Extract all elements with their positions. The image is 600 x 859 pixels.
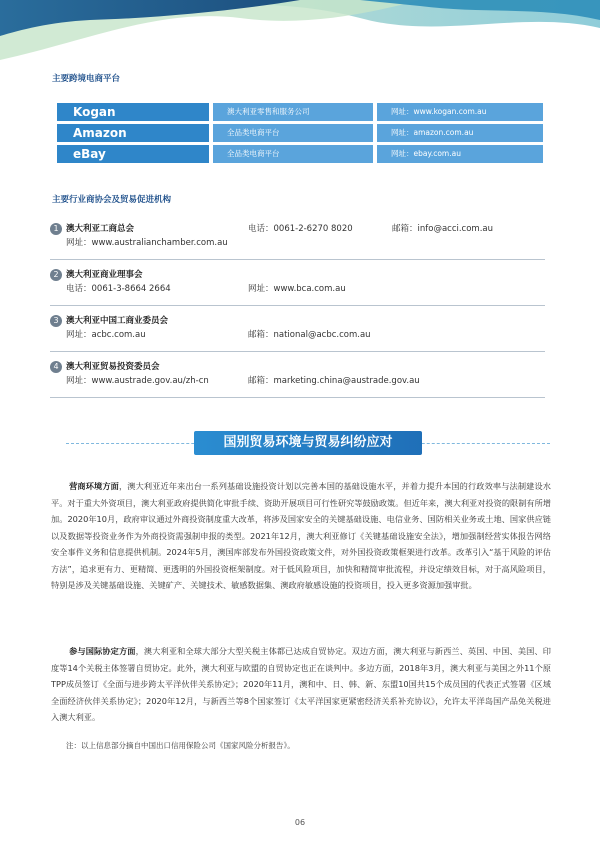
platform-url[interactable]: 网址：www.kogan.com.au (377, 103, 543, 121)
platform-desc: 全品类电商平台 (213, 145, 373, 163)
association-email[interactable]: 邮箱：national@acbc.com.au (248, 330, 371, 340)
platform-row (57, 124, 543, 142)
association-list (50, 222, 545, 398)
association-item (50, 268, 545, 306)
paragraph-text: ，澳大利亚和全球大部分大型关税主体都已达成自贸协定。双边方面，澳大利亚与新西兰、英国、中国、美国、印度等14个关税主体签署自贸协定。此外，澳大利亚与欧盟的自贸协定也正在谈判中。多边方面，2018年3月，澳大利亚与美国之外11个原TPP成员签订《全面与进步跨太平洋伙伴关系协定》；2020年11月，澳和中、日、韩、新、东盟10国共15个成员国的代表正式签署《区域全面经济伙伴关系协定》；2020年12月，与新西兰等8个国家签订《太平洋国家更紧密经济关系补充协议》，允许太平洋岛国产品免关税进入澳大利亚。 (51, 646, 551, 722)
top-wave-decoration (0, 0, 600, 80)
number-badge: 1 (50, 223, 62, 235)
platform-url[interactable]: 网址：ebay.com.au (377, 145, 543, 163)
section-banner (66, 431, 550, 455)
page-number: 06 (294, 818, 306, 827)
platform-table (57, 103, 543, 166)
association-phone: 电话：0061-2-6270 8020 (248, 224, 353, 234)
section-title-associations: 主要行业商协会及贸易促进机构 (52, 193, 171, 205)
platform-url[interactable]: 网址：amazon.com.au (377, 124, 543, 142)
platform-row (57, 103, 543, 121)
section-title-platforms: 主要跨境电商平台 (52, 72, 120, 84)
platform-name: Kogan (57, 103, 209, 121)
platform-name: Amazon (57, 124, 209, 142)
banner-title: 国别贸易环境与贸易纠纷应对 (194, 431, 422, 455)
platform-name: eBay (57, 145, 209, 163)
association-email[interactable]: 邮箱：info@acci.com.au (392, 224, 494, 234)
number-badge: 4 (50, 361, 62, 373)
association-email[interactable]: 邮箱：marketing.china@austrade.gov.au (248, 376, 420, 386)
number-badge: 3 (50, 315, 62, 327)
association-name: 澳大利亚商业理事会 (66, 270, 143, 280)
association-site[interactable]: 网址：www.bca.com.au (248, 284, 346, 294)
association-name: 澳大利亚贸易投资委员会 (66, 362, 160, 372)
association-site[interactable]: 网址：www.australianchamber.com.au (66, 238, 228, 248)
paragraph-lead: 营商环境方面 (69, 481, 119, 491)
platform-desc: 全品类电商平台 (213, 124, 373, 142)
association-name: 澳大利亚中国工商业委员会 (66, 316, 169, 326)
association-name: 澳大利亚工商总会 (66, 224, 135, 234)
platform-row (57, 145, 543, 163)
number-badge: 2 (50, 269, 62, 281)
paragraph-lead: 参与国际协定方面 (69, 646, 136, 656)
association-site[interactable]: 网址：www.austrade.gov.au/zh-cn (66, 376, 209, 386)
association-item (50, 360, 545, 398)
footnote: 注：以上信息部分摘自中国出口信用保险公司《国家风险分析报告》。 (66, 741, 295, 750)
association-phone: 电话：0061-3-8664 2664 (66, 284, 171, 294)
platform-desc: 澳大利亚零售和服务公司 (213, 103, 373, 121)
association-site[interactable]: 网址：acbc.com.au (66, 330, 146, 340)
paragraph-text: ，澳大利亚近年来出台一系列基础设施投资计划以完善本国的基础设施水平，并着力提升本国的行政效率与法制建设水平。对于重大外资项目，澳大利亚政府提供简化审批手续、资助开展项目可行性研究等鼓励政策。但近年来，澳大利亚对投资的限制有所增加。2020年10月，政府审议通过外商投资制度重大改革，将涉及国家安全的关键基础设施、电信业务、国防相关业务或土地、国家供应链以及数据等投资业务作为外商投资需强制申报的类型。2021年12月，澳大利亚修订《关键基础设施安全法》，增加强制经营实体报告网络安全事件义务和信息提供机制。2024年5月，澳国库部发布外国投资政策文件，对外国投资政策框架进行改革。改革引入“基于风险的评估方法”，追求更有力、更精简、更透明的外国投资框架制度。对于低风险项目，加快和精简审批流程，并设定绩效目标，对于高风险项目，特别是涉及关键基础设施、关键矿产、关键技术、敏感数据集、澳政府敏感设施的投资项目，投入更多资源加强审批。 (51, 481, 551, 590)
association-item (50, 314, 545, 352)
paragraph-international-agreements (51, 643, 551, 726)
paragraph-business-environment (51, 478, 551, 594)
association-item (50, 222, 545, 260)
